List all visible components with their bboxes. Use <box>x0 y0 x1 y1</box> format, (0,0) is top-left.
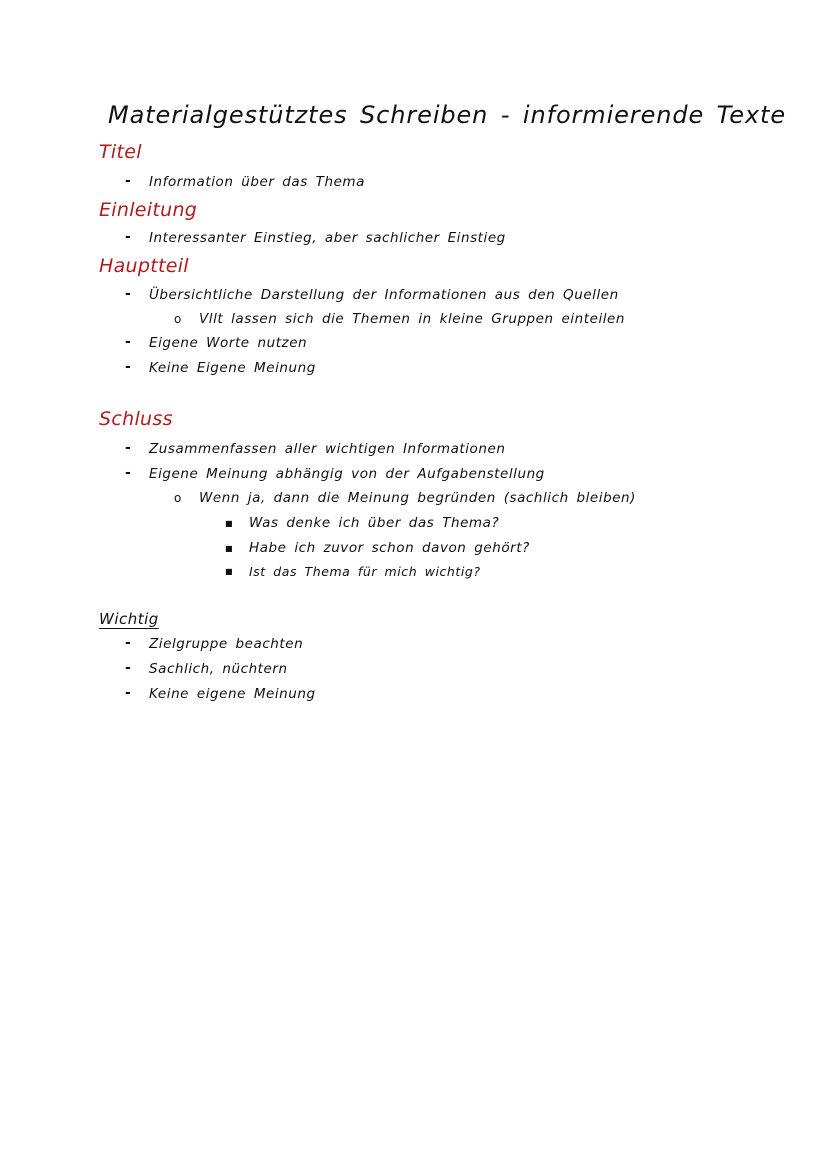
dash-bullet-icon: - <box>125 229 131 245</box>
list-item: Eigene Worte nutzen <box>149 335 308 351</box>
page-title: Materialgestütztes Schreiben - informierende Texte <box>108 101 787 129</box>
list-item: Interessanter Einstieg, aber sachlicher Einstieg <box>149 230 506 246</box>
square-bullet-icon: ■ <box>225 519 233 528</box>
list-item: Zielgruppe beachten <box>149 636 304 652</box>
list-item: Wenn ja, dann die Meinung begründen (sachlich bleiben) <box>199 490 636 506</box>
list-item: Keine eigene Meinung <box>149 686 316 702</box>
circle-bullet-icon: o <box>174 491 182 505</box>
dash-bullet-icon: - <box>125 465 131 481</box>
list-item: Übersichtliche Darstellung der Informationen aus den Quellen <box>149 287 619 303</box>
list-item: Ist das Thema für mich wichtig? <box>249 564 481 579</box>
square-bullet-icon: ■ <box>225 567 233 576</box>
list-item: Keine Eigene Meinung <box>149 360 316 376</box>
section-heading-einleitung: Einleitung <box>99 199 198 221</box>
dash-bullet-icon: - <box>125 286 131 302</box>
list-item: Zusammenfassen aller wichtigen Informationen <box>149 441 506 457</box>
section-heading-schluss: Schluss <box>99 408 173 430</box>
list-item: Was denke ich über das Thema? <box>249 515 500 531</box>
section-heading-titel: Titel <box>99 141 142 163</box>
dash-bullet-icon: - <box>125 173 131 189</box>
dash-bullet-icon: - <box>125 685 131 701</box>
section-heading-hauptteil: Hauptteil <box>99 255 189 277</box>
section-heading-wichtig: Wichtig <box>99 610 159 628</box>
list-item: Sachlich, nüchtern <box>149 661 288 677</box>
dash-bullet-icon: - <box>125 635 131 651</box>
dash-bullet-icon: - <box>125 440 131 456</box>
list-item: Habe ich zuvor schon davon gehört? <box>249 540 530 556</box>
dash-bullet-icon: - <box>125 660 131 676</box>
list-item: Eigene Meinung abhängig von der Aufgabenstellung <box>149 466 545 482</box>
dash-bullet-icon: - <box>125 359 131 375</box>
circle-bullet-icon: o <box>174 312 182 326</box>
list-item: Vllt lassen sich die Themen in kleine Gruppen einteilen <box>199 311 626 327</box>
dash-bullet-icon: - <box>125 334 131 350</box>
list-item: Information über das Thema <box>149 174 365 190</box>
square-bullet-icon: ■ <box>225 544 233 553</box>
